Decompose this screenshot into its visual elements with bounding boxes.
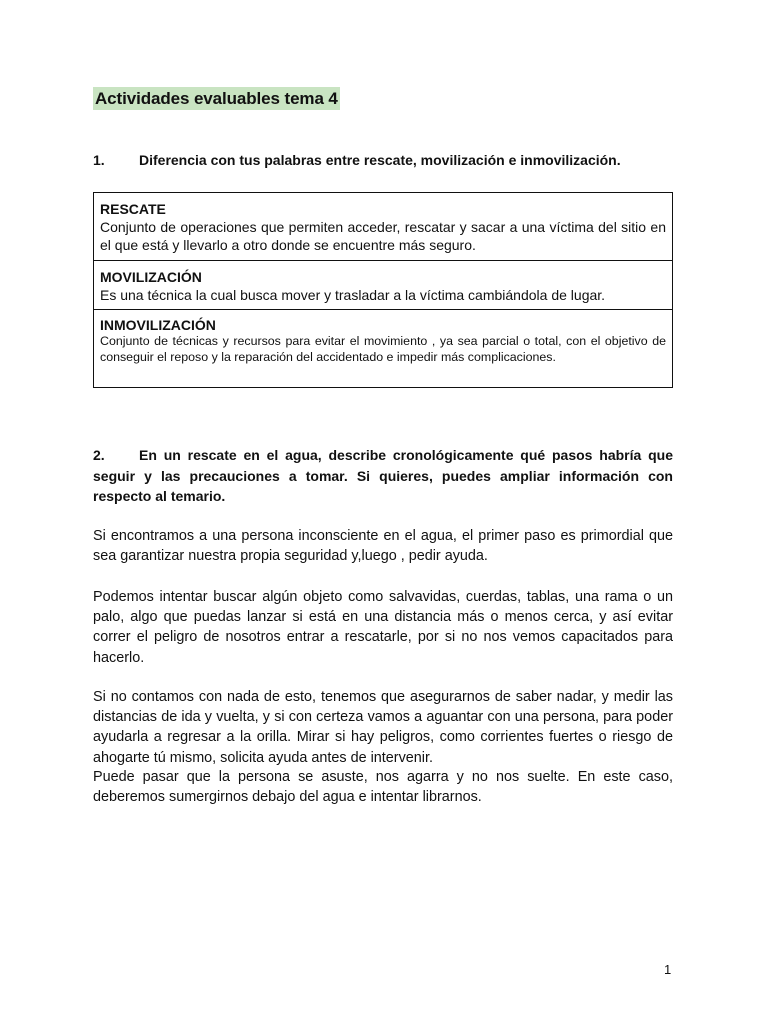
- definition-term: MOVILIZACIÓN: [100, 269, 202, 285]
- answer-paragraph-2: Podemos intentar buscar algún objeto como salvavidas, cuerdas, tablas, una rama o un palo, algo que puedas lanzar si está en una distancia más o menos cerca, y así evitar correr el peligro de nosotros entrar a rescatarle, por si no nos vemos capacitados para hacerlo.: [93, 589, 673, 666]
- answer-paragraph-1: Si encontramos a una persona inconsciente en el agua, el primer paso es primordial que sea garantizar nuestra propia seguridad y,luego , pedir ayuda.: [93, 528, 673, 565]
- definition-text: Es una técnica la cual busca mover y trasladar a la víctima cambiándola de lugar.: [100, 287, 606, 303]
- definition-text: Conjunto de técnicas y recursos para evitar el movimiento , ya sea parcial o total, con el objetivo de conseguir el reposo y la reparación del accidentado e impedir más complicaciones.: [100, 334, 666, 364]
- definition-row-movilizacion: [94, 260, 672, 309]
- definition-row-inmovilizacion: [94, 309, 672, 387]
- page-number: 1: [664, 962, 672, 977]
- question-1: [93, 152, 673, 168]
- definition-term: INMOVILIZACIÓN: [100, 317, 216, 333]
- document-title: Actividades evaluables tema 4: [95, 89, 338, 108]
- answer-paragraph-4: Puede pasar que la persona se asuste, nos agarra y no nos suelte. En este caso, deberemos sumergirnos debajo del agua e intentar librarnos.: [93, 769, 673, 806]
- answer-paragraph-3: Si no contamos con nada de esto, tenemos que asegurarnos de saber nadar, y medir las distancias de ida y vuelta, y si con certeza vamos a aguantar con una persona, para poder ayudarla a regresar a la orilla. Mirar si hay peligros, como corrientes fuertes o riesgo de ahogarte tú mismo, solicita ayuda antes de intervenir.: [93, 689, 673, 766]
- definitions-table: [93, 192, 673, 388]
- definition-term: RESCATE: [100, 201, 166, 217]
- question-2: [93, 445, 673, 507]
- question-2-number: 2.: [93, 447, 105, 463]
- question-1-text: Diferencia con tus palabras entre rescate, movilización e inmovilización.: [139, 152, 621, 168]
- question-1-number: 1.: [93, 152, 105, 168]
- definition-text: Conjunto de operaciones que permiten acceder, rescatar y sacar a una víctima del sitio en el que está y llevarlo a otro donde se encuentre más seguro.: [100, 219, 666, 253]
- question-2-text: En un rescate en el agua, describe cronológicamente qué pasos habría que seguir y las precauciones a tomar. Si quieres, puedes ampliar información con respecto al temario.: [93, 447, 673, 504]
- definition-row-rescate: [94, 193, 672, 260]
